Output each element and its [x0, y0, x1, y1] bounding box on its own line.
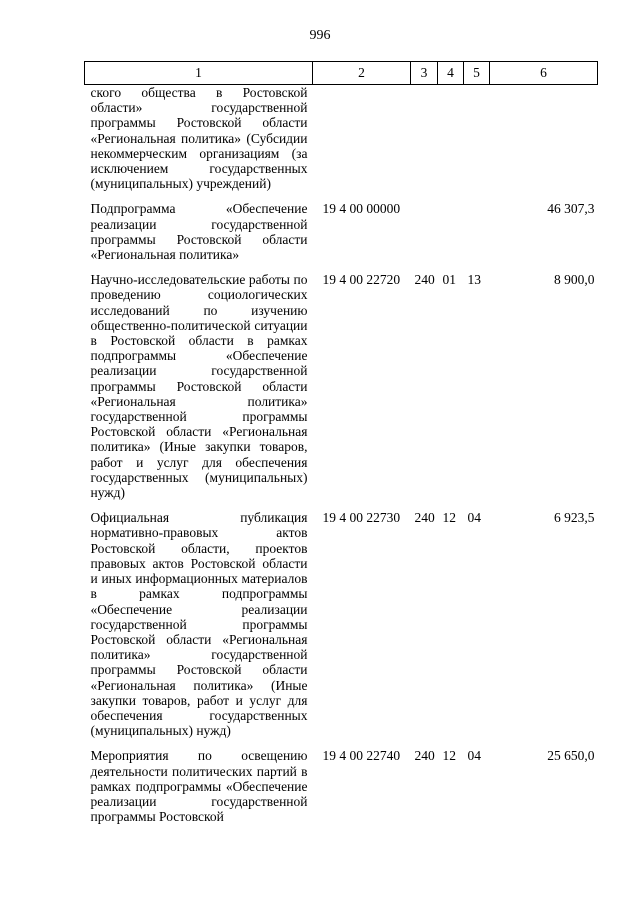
header-col-2: 2 [313, 62, 411, 85]
row-name: ского общества в Ростовской области» государственной программы Ростовской области «Региональная политика» (Субсидии некоммерческим организациям (за исключением государственных (муниципальных) учреждений) [90, 85, 308, 192]
row-gap [85, 738, 598, 748]
row-subsection [464, 201, 490, 262]
row-subsection: 04 [467, 748, 481, 764]
row-name: Мероприятия по освещению деятельности политических партий в рамках подпрограммы «Обеспечение реализации государственной программы Ростовской [90, 748, 308, 825]
row-section: 12 [442, 510, 456, 526]
row-gap [85, 262, 598, 272]
table-row [85, 85, 598, 192]
header-col-1: 1 [85, 62, 313, 85]
row-expense-type [411, 85, 438, 192]
row-subsection [464, 85, 490, 192]
row-gap [85, 500, 598, 510]
row-gap [85, 191, 598, 201]
header-row [85, 62, 598, 85]
row-section [438, 85, 464, 192]
row-section: 12 [442, 748, 456, 764]
header-col-6: 6 [490, 62, 598, 85]
row-name: Официальная публикация нормативно-правовых актов Ростовской области, проектов правовых актов Ростовской области и иных информационных материалов в рамках подпрограммы «Обеспечение реализации государственной программы Ростовской области «Региональная политика» государственной программы Ростовской области «Региональная политика» (Иные закупки товаров, работ и услуг для обеспечения государственных (муниципальных) нужд) [90, 510, 308, 739]
header-col-3: 3 [411, 62, 438, 85]
row-section [438, 201, 464, 262]
header-col-5: 5 [464, 62, 490, 85]
page-number: 996 [309, 28, 331, 43]
table-row [85, 272, 598, 500]
row-subsection: 13 [467, 272, 481, 288]
row-code [313, 85, 411, 192]
row-code: 19 4 00 22720 [322, 272, 401, 288]
row-section: 01 [442, 272, 456, 288]
row-name: Научно-исследовательские работы по проведению социологических исследований по изучению общественно-политической ситуации в Ростовской области в рамках подпрограммы «Обеспечение реализации государственной программы Ростовской области «Региональная политика» государственной программы Ростовской области «Региональная политика» (Иные закупки товаров, работ и услуг для обеспечения государственных (муниципальных) нужд) [90, 272, 308, 501]
row-code: 19 4 00 22740 [322, 748, 401, 764]
row-code: 19 4 00 22730 [322, 510, 401, 526]
row-subsection: 04 [467, 510, 481, 526]
row-expense-type: 240 [414, 748, 435, 764]
row-amount: 8 900,0 [554, 272, 595, 288]
row-amount: 46 307,3 [547, 201, 595, 217]
table-body [85, 85, 598, 825]
header-col-4: 4 [438, 62, 464, 85]
budget-table [84, 61, 598, 824]
table-row [85, 510, 598, 738]
table-header [85, 62, 598, 85]
table-row [85, 748, 598, 824]
row-expense-type [411, 201, 438, 262]
row-name: Подпрограмма «Обеспечение реализации государственной программы Ростовской области «Региональная политика» [90, 201, 308, 263]
row-code: 19 4 00 00000 [322, 201, 401, 217]
row-expense-type: 240 [414, 272, 435, 288]
table-row [85, 201, 598, 262]
row-expense-type: 240 [414, 510, 435, 526]
row-amount: 6 923,5 [554, 510, 595, 526]
row-amount [490, 85, 598, 192]
row-amount: 25 650,0 [547, 748, 595, 764]
